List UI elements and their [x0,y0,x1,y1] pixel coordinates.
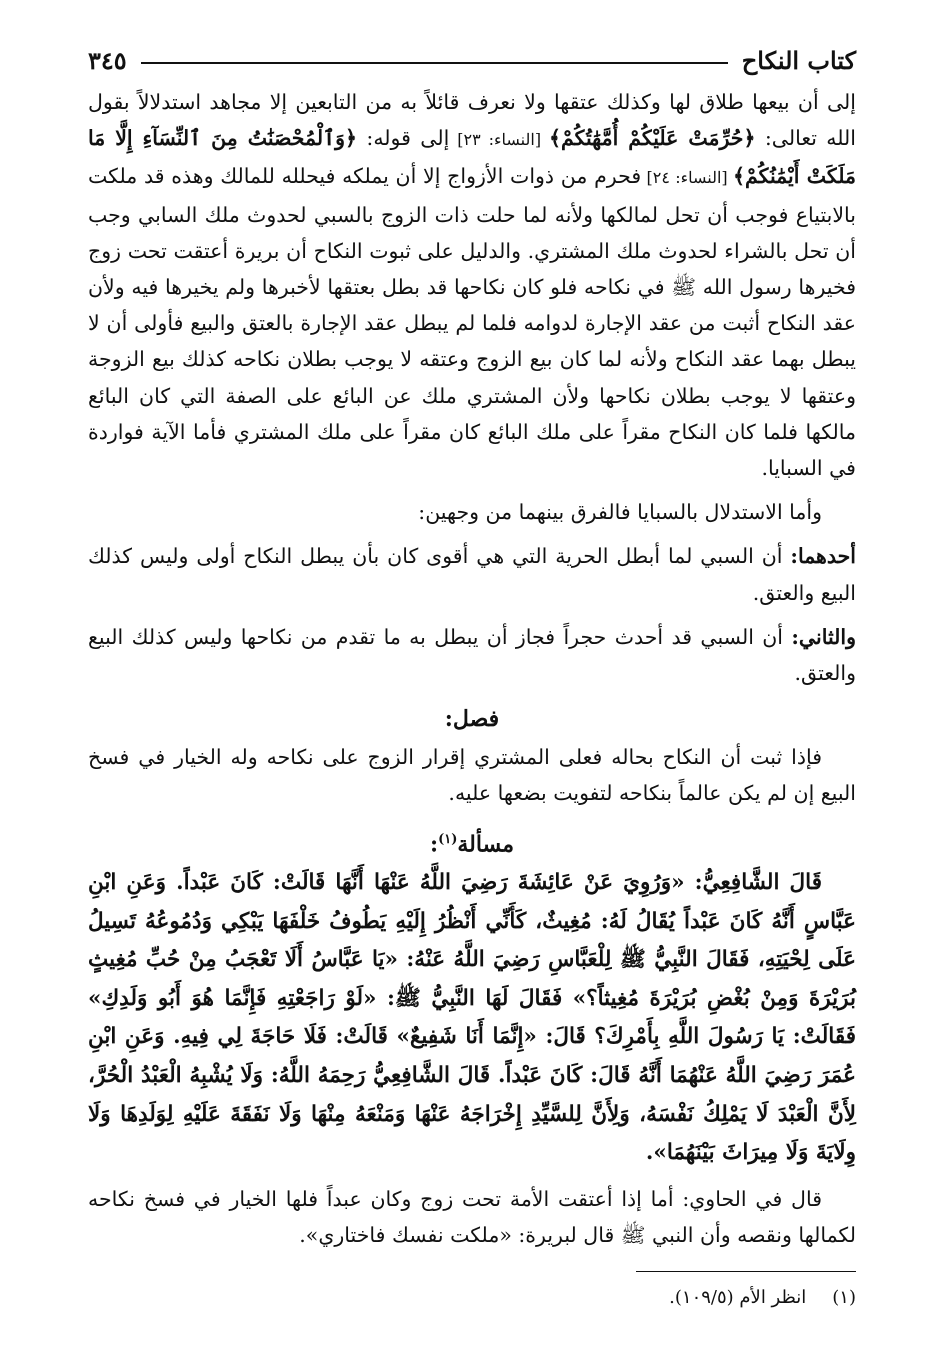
section-heading: فصل: [444,706,500,733]
point-1-text: أن السبي لما أبطل الحرية التي هي أقوى كان بأن يبطل النكاح أولى وليس كذلك البيع والعتق. [88,544,856,605]
point-1-label: أحدهما: [790,544,856,569]
header-rule [141,62,728,64]
paragraph-1-part-a: إلى أن بيعها طلاق لها وكذلك عتقها ولا نعرف قائلاً به من التابعين إلا مجاهد استدلالاً بقول الله تعالى: [88,90,857,151]
matn-text: قَالَ الشَّافِعِيُّ: «وَرُوِيَ عَنْ عَائِشَةَ رَضِيَ اللَّهُ عَنْهَا أَنَّهَا قَالَتْ: كَانَ عَبْداً. وَعَنِ ابْنِ عَبَّاسٍ أَنَّهُ كَانَ عَبْداً يُقَالُ لَهُ: مُغِيثٌ، كَأَنِّي أَنْظُرُ إِلَيْهِ يَطُوفُ خَلْفَهَا يَبْكِي وَدُمُوعُهُ تَسِيلُ عَلَى لِحْيَتِهِ، فَقَالَ النَّبِيُّ ﷺ لِلْعَبَّاسِ رَضِيَ اللَّهُ عَنْهُ: «يَا عَبَّاسُ أَلَا تَعْجَبُ مِنْ حُبِّ مُغِيثٍ بُرَيْرَةَ وَمِنْ بُغْضِ بُرَيْرَةَ مُغِيثاً؟» فَقَالَ لَهَا النَّبِيُّ ﷺ: «لَوْ رَاجَعْتِهِ فَإِنَّمَا هُوَ أَبُو وَلَدِكِ» فَقَالَتْ: يَا رَسُولَ اللَّهِ بِأَمْرِكَ؟ قَالَ: «إِنَّمَا أَنَا شَفِيعٌ» قَالَتْ: فَلَا حَاجَةَ لِي فِيهِ. وَعَنِ ابْنِ عُمَرَ رَضِيَ اللَّهُ عَنْهُمَا أَنَّهُ قَالَ: كَانَ عَبْداً. قَالَ الشَّافِعِيُّ رَحِمَهُ اللَّهُ: وَلَا يُشْبِهُ الْعَبْدُ الْحُرَّ، لِأَنَّ الْعَبْدَ لَا يَمْلِكُ نَفْسَهُ، وَلِأَنَّ لِلسَّيِّدِ إِخْرَاجَهُ عَنْهَا وَمَنْعَهُ مِنْهَا وَلَا نَفَقَةَ عَلَيْهِ لِوَلَدِهَا وَلَا وِلَايَةَ وَلَا مِيرَاثَ بَيْنَهُمَا». [88,869,856,1166]
point-2 [88,619,856,691]
point-1 [88,538,856,610]
verse-reference-1: [النساء: ٢٣] [449,130,549,150]
footnote-rule [636,1271,856,1272]
footnote-number: (١) [832,1287,856,1309]
masala-heading [88,820,856,864]
point-2-label: والثاني: [791,624,856,649]
paragraph-1-part-c: فحرم من ذوات الأزواج إلا أن يملكه فيحلله للمالك وهذه قد ملكت بالابتياع فوجب أن تحل لمالكها ولأنه لما حلت ذات الزوج بالسبي لحدوث ملك السابي وجب أن تحل بالشراء لحدوث ملك المشتري. والدليل على ثبوت النكاح أن بريرة أعتقت تحت زوج فخيرها رسول الله ﷺ في نكاحه فلو كان نكاحها قد بطل بعتقها لأخبرها ولم يخيرها فيه ولأن عقد النكاح أثبت من عقد الإجارة لدوامه فلما لم يبطل عقد الإجارة بالعتق والبيع فأولى أن لا يبطل بهما عقد النكاح ولأنه لما كان بيع الزوج وعتقه لا يوجب بطلان نكاحه كذلك بيع الزوجة وعتقها لا يوجب بطلان نكاحها ولأن المشتري ملك عن البائع على الصفة التي كان البائع مالكها فلما كان النكاح مقراً على ملك البائع كان مقراً على ملك المشتري فأما الآية فواردة في السبايا. [88,164,856,481]
masala-title: مسألة [457,830,515,857]
book-title: كتاب النكاح [741,45,856,75]
footnote [88,1282,856,1314]
paragraph-1-part-b: إلى قوله: [357,126,450,151]
page-number: ٣٤٥ [88,45,127,75]
paragraph-2: وأما الاستدلال بالسبايا فالفرق بينهما من وجهين: [418,500,822,525]
footnote-marker: (١) [438,831,458,847]
masala-colon: : [429,830,439,857]
point-2-text: أن السبي قد أحدث حجراً فجاز أن يبطل به ما تقدم من نكاحها وليس كذلك البيع والعتق. [88,624,856,686]
verse-reference-2: [النساء: ٢٤] [641,168,733,188]
quran-verse-1: ﴿حُرِّمَتْ عَلَيْكُمْ أُمَّهَٰتُكُمْ﴾ [548,126,756,151]
paragraph-1 [88,84,856,486]
section-text: فإذا ثبت أن النكاح بحاله فعلى المشتري إقرار الزوج على نكاحه وله الخيار في فسخ البيع إن لم يكن عالماً بنكاحه لتفويت بضعها عليه. [88,745,856,806]
commentary-text: قال في الحاوي: أما إذا أعتقت الأمة تحت زوج وكان عبداً فلها الخيار في فسخ نكاحه لكمالها ونقصه وأن النبي ﷺ قال لبريرة: «ملكت نفسك فاختاري». [88,1186,856,1247]
footnote-text: انظر الأم (١٠٩/٥). [669,1287,807,1309]
page-body [88,84,856,1314]
page-header [88,38,856,82]
quran-verse-2: ﴿وَٱلْمُحْصَنَٰتُ مِنَ ٱلنِّسَآءِ إِلَّا مَا مَلَكَتْ أَيْمَٰنُكُمْ﴾ [88,126,856,189]
